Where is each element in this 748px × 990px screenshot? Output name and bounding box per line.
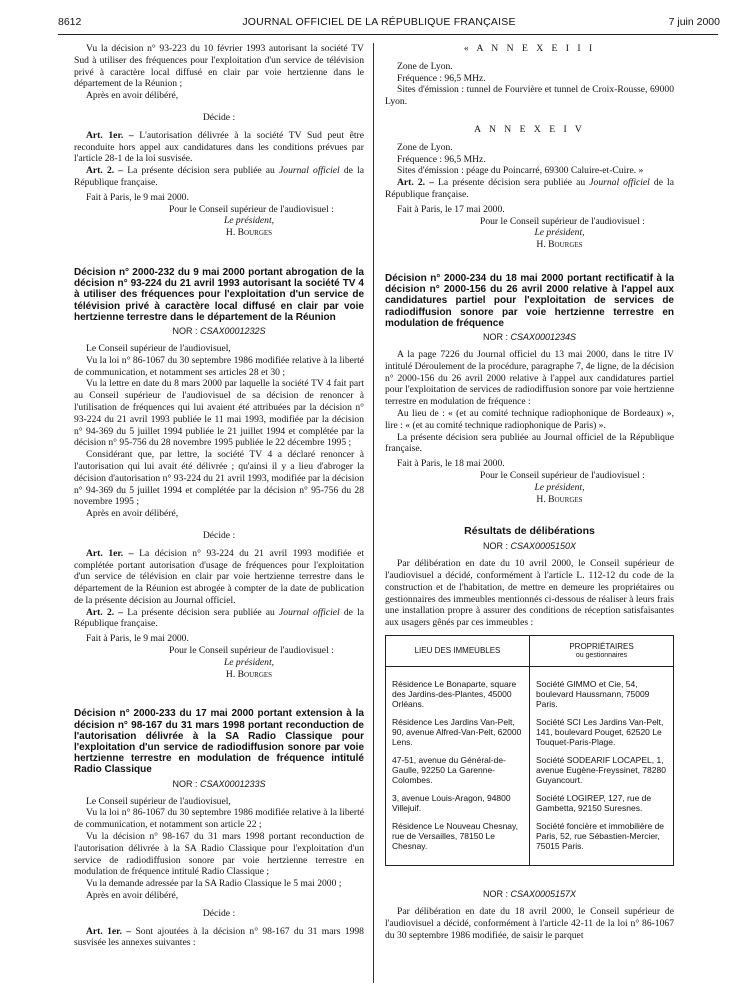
annex-line: Fréquence : 96,5 MHz. <box>397 72 486 84</box>
table-cell: Société GIMMO et Cie, 54, boulevard Haussmann, 75009 Paris. <box>536 678 650 709</box>
decision-title: Décision n° 2000-232 du 9 mai 2000 portant abrogation de la décision n° 93-224 du 21 avril 1993 autorisant la société TV 4 à utiliser des fréquences pour l'exploitation d'un service de télévision privé à caractère local diffusé en clair par voie hertzienne terrestre dans le département de la Réunion <box>74 266 364 323</box>
signature-name: H. Bourges <box>225 227 273 239</box>
section-title: Résultats de délibérations <box>464 525 595 538</box>
signature-name: H. Bourges <box>225 668 273 680</box>
fait-line: Fait à Paris, le 17 mai 2000. <box>397 203 505 215</box>
signature-role: Le président, <box>223 656 275 668</box>
article-1: Art. 1er. – Sont ajoutées à la décision n° 98-167 du 31 mars 1998 susvisée les annexes suivantes : <box>74 925 364 949</box>
column-header-lieu: LIEU DES IMMEUBLES <box>386 636 530 667</box>
nor-reference: NOR : CSAX0001232S <box>172 325 266 336</box>
table-row <box>386 752 674 790</box>
column-header-proprietaires: PROPRIÉTAIRES ou gestionnaires <box>530 636 674 667</box>
decide-heading: Décide : <box>202 529 236 541</box>
issue-date: 7 juin 2000 <box>668 16 720 28</box>
annex-line: Sites d'émission : tunnel de Fourvière et tunnel de Croix-Rousse, 69000 Lyon. <box>385 84 674 108</box>
paragraph: Vu la décision n° 93-223 du 10 février 1993 autorisant la société TV Sud à utiliser des fréquences pour l'exploitation d'un service de télévision privé à caractère local diffusé en clair par voie hertzienne dans le département de la Réunion ; <box>74 43 364 90</box>
buildings-table <box>385 635 674 866</box>
table-row <box>386 818 674 866</box>
paragraph: Considérant que, par lettre, la société TV 4 a déclaré renoncer à l'autorisation qui lui avait été délivrée ; qu'ainsi il y a lieu d'abroger la décision d'autorisation n° 93-224 du 21 avril 1993, modifiée par la décision n° 94-369 du 5 juillet 1994 et complétée par la décision n° 95-756 du 28 novembre 1995 ; <box>74 449 364 508</box>
paragraph: Après en avoir délibéré, <box>86 90 179 102</box>
paragraph: Par délibération en date du 10 avril 2000, le Conseil supérieur de l'audiovisuel a décidé, conformément à l'article L. 112-12 du code de la construction et de l'habitation, de mettre en demeure les propriétaires ou gestionnaires des immeubles mentionnés ci-dessous de réaliser à leurs frais une installation propre à assurer des conditions de réception satisfaisantes aux usagers gênés par ces immeubles : <box>385 558 674 629</box>
table-cell: Résidence Le Nouveau Chesnay, rue de Versailles, 78150 Le Chesnay. <box>386 818 530 866</box>
table-cell: Résidence Le Bonaparte, square des Jardins-des-Plantes, 45000 Orléans. <box>386 666 530 714</box>
paragraph: La présente décision sera publiée au Journal officiel de la République française. <box>385 431 674 455</box>
table-header-row <box>386 636 674 667</box>
signature-line: Pour le Conseil supérieur de l'audiovisuel : <box>480 469 645 481</box>
table-row <box>386 790 674 818</box>
decision-title: Décision n° 2000-234 du 18 mai 2000 portant rectificatif à la décision n° 2000-156 du 26 avril 2000 relative à l'appel aux candidatures partiel pour l'exploitation de services de radiodiffusion sonore par voie hertzienne terrestre en modulation de fréquence <box>385 272 674 329</box>
article-2: Art. 2. – La présente décision sera publiée au Journal officiel de la République française. <box>74 606 364 630</box>
table-cell: Société SODEARIF LOCAPEL, 1, avenue Eugène-Freyssinet, 78280 Guyancourt. <box>536 754 666 785</box>
nor-reference: NOR : CSAX0005157X <box>482 888 577 899</box>
paragraph: Vu la décision n° 98-167 du 31 mars 1998 portant reconduction de l'autorisation délivrée à la SA Radio Classique pour l'exploitation d'un service de radiodiffusion sonore par voie hertzienne terrestre en modulation de fréquence intitulé Radio Classique ; <box>74 831 364 878</box>
signature-name: H. Bourges <box>536 239 583 251</box>
table-row <box>386 666 674 714</box>
table-cell: 3, avenue Louis-Aragon, 94800 Villejuif. <box>386 790 530 818</box>
table-cell: Société foncière et immobilière de Paris, 52, rue Sébastien-Mercier, 75015 Paris. <box>536 820 665 851</box>
article-2: Art. 2. – La présente décision sera publiée au Journal officiel de la République française. <box>74 165 364 188</box>
article-1: Art. 1er. – L'autorisation délivrée à la société TV Sud peut être reconduite hors appel aux candidatures dans les conditions prévues par l'article 28-1 de la loi susvisée. <box>74 129 365 165</box>
decide-heading: Décide : <box>202 111 236 123</box>
annex-line: Sites d'émission : péage du Poincarré, 69300 Caluire-et-Cuire. » <box>397 165 644 177</box>
paragraph: Le Conseil supérieur de l'audiovisuel, <box>86 342 231 354</box>
paragraph: Au lieu de : « (et au comité technique radiophonique de Bordeaux) », lire : « (et au comité technique radiophonique de Paris) ». <box>385 407 674 431</box>
paragraph: Vu la loi n° 86-1067 du 30 septembre 1986 modifiée relative à la liberté de communication, et notamment son article 22 ; <box>74 807 364 831</box>
page-header <box>38 16 720 32</box>
decide-heading: Décide : <box>202 907 236 919</box>
signature-role: Le président, <box>534 227 585 239</box>
nor-reference: NOR : CSAX0005150X <box>482 541 577 552</box>
paragraph: Après en avoir délibéré, <box>86 890 179 902</box>
nor-reference: NOR : CSAX0001234S <box>482 331 577 342</box>
decision-title: Décision n° 2000-233 du 17 mai 2000 portant extension à la décision n° 98-167 du 31 mars 1998 portant reconduction de l'autorisation délivrée à la SA Radio Classique pour l'exploitation d'un service de radiodiffusion sonore par voie hertzienne terrestre en modulation de fréquence intitulé Radio Classique <box>74 708 364 776</box>
page-number: 8612 <box>58 16 82 28</box>
paragraph: Vu la demande adressée par la SA Radio Classique le 5 mai 2000 ; <box>86 878 342 890</box>
annex-title: « A N N E X E I I I <box>463 43 596 54</box>
paragraph: A la page 7226 du Journal officiel du 13 mai 2000, dans le titre IV intitulé Déroulement de la procédure, paragraphe 7, 4e ligne, de la décision n° 2000-156 du 26 avril 2000 relative à l'appel aux candidatures partiel pour l'exploitation de services de radiodiffusion sonore par voie hertzienne terrestre en modulation de fréquence : <box>385 348 674 408</box>
annex-line: Zone de Lyon. <box>397 60 453 72</box>
signature-line: Pour le Conseil supérieur de l'audiovisuel : <box>169 203 334 215</box>
paragraph: Par délibération en date du 18 avril 2000, le Conseil supérieur de l'audiovisuel a décidé, conformément à l'article 42-11 de la loi n° 86-1067 du 30 septembre 1986 modifiée, de saisir le parquet <box>385 906 674 941</box>
table-cell: 47-51, avenue du Général-de-Gaulle, 92250 La Garenne-Colombes. <box>386 752 530 790</box>
annex-line: Fréquence : 96,5 MHz. <box>397 153 486 165</box>
paragraph: Vu la lettre en date du 8 mars 2000 par laquelle la société TV 4 fait part au Conseil supérieur de l'audiovisuel de sa décision de renoncer à l'utilisation de fréquences qui lui avaient été attribuées par la décision n° 93-224 du 21 avril 1993 publiée le 11 mai 1993, modifiée par la décision n° 94-369 du 5 juillet 1994 publiée le 21 juillet 1994 et complétée par la décision n° 95-756 du 28 novembre 1995 publiée le 22 décembre 1995 ; <box>74 378 364 449</box>
signature-line: Pour le Conseil supérieur de l'audiovisuel : <box>480 215 645 227</box>
article-2: Art. 2. – La présente décision sera publiée au Journal officiel de la République française. <box>385 177 674 200</box>
article-1: Art. 1er. – La décision n° 93-224 du 21 avril 1993 modifiée et complétée portant autorisation d'usage de fréquences pour l'exploitation d'un service de télévision en clair par voie hertzienne terrestre dans le département de la Réunion est abrogée à compter de la date de publication de la présente décision au Journal officiel. <box>74 547 364 606</box>
header-rule <box>58 34 718 35</box>
signature-line: Pour le Conseil supérieur de l'audiovisuel : <box>169 645 334 657</box>
table-cell: Société LOGIREP, 127, rue de Gambetta, 92150 Suresnes. <box>536 792 652 813</box>
annex-line: Zone de Lyon. <box>397 141 453 153</box>
paragraph: Vu la loi n° 86-1067 du 30 septembre 1986 modifiée relative à la liberté de communication, et notamment ses articles 28 et 30 ; <box>74 354 364 378</box>
column-divider <box>373 43 374 983</box>
fait-line: Fait à Paris, le 9 mai 2000. <box>86 191 189 203</box>
left-column <box>74 43 364 949</box>
table-row <box>386 714 674 752</box>
fait-line: Fait à Paris, le 9 mai 2000. <box>86 633 189 645</box>
table-cell: Société SCI Les Jardins Van-Pelt, 141, boulevard Pouget, 62520 Le Touquet-Paris-Plage. <box>536 716 664 747</box>
signature-role: Le président, <box>223 215 275 227</box>
right-column <box>385 43 674 941</box>
journal-title: JOURNAL OFFICIEL DE LA RÉPUBLIQUE FRANÇAISE <box>242 16 516 28</box>
table-cell: Résidence Les Jardins Van-Pelt, 90, avenue Alfred-Van-Pelt, 62000 Lens. <box>386 714 530 752</box>
paragraph: Après en avoir délibéré, <box>86 508 179 520</box>
fait-line: Fait à Paris, le 18 mai 2000. <box>397 458 505 470</box>
nor-reference: NOR : CSAX0001233S <box>172 778 266 789</box>
paragraph: Le Conseil supérieur de l'audiovisuel, <box>86 795 231 807</box>
signature-role: Le président, <box>534 481 585 493</box>
signature-name: H. Bourges <box>536 493 583 505</box>
annex-title: A N N E X E I V <box>474 123 585 135</box>
